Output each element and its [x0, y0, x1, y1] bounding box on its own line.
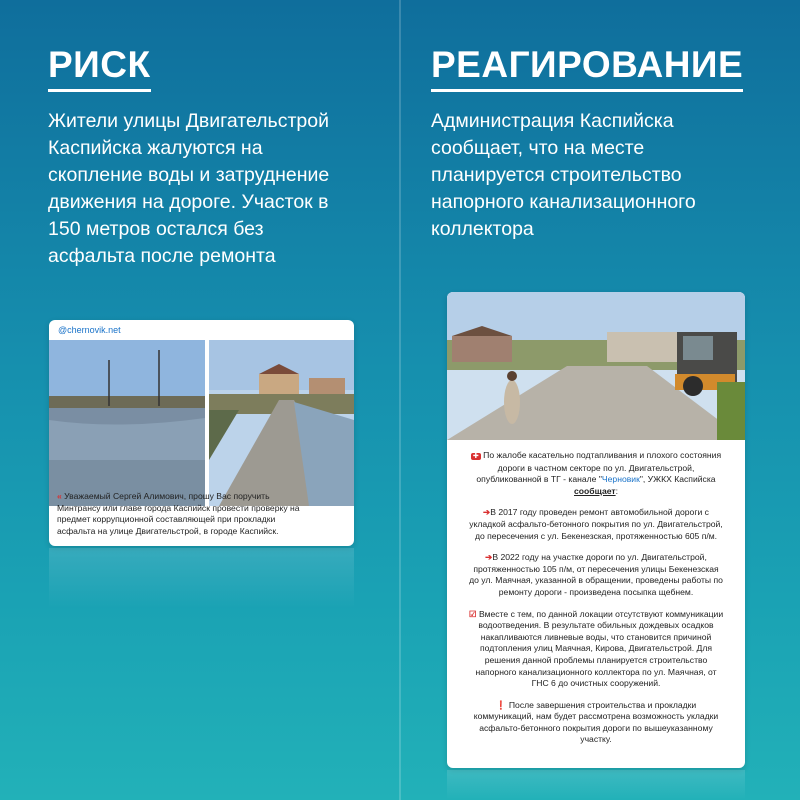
administration-post-text: ✚ По жалобе касательно подтапливания и плохого состояния дороги в частном секторе по ул. Двигательстрой, опубликованной в ТГ - канале "Черновик", УЖКХ Каспийска сообщает: ➔В 2017 году проведен ремонт автомобильной дороги с укладкой асфальто-бетонного покрытия по ул. Двигательстрой, до пересечения с ул. Бекенезская, протяженностью 605 п/м. ➔В 2022 году на участке дороги по ул. Двигательстрой, протяженностью 105 п/м, от пересечения улицы Бекенезская до ул. Маячная, указанной в обращении, проведены работы по ремонту дороги - произведена посыпка щебнем. ☑ Вместе с тем, по данной локации отсутствуют коммуникации водоотведения. В результате обильных дождевых осадков накапливаются ливневые воды, что становится причиной подтопления улиц Маячная, Кирова, Двигательстрой. Для решения данной проблемы планируется строительство напорного канализационного коллектора по ул. Маячная, от ГНС 6 до очистных сооружений. ❗ После завершения строительства и прокладки коммуникаций, нам будет рассмотрена возможность укладки асфальто-бетонного покрытия дороги по вышеуказанному участку. — [468, 450, 724, 745]
post-caption: « Уважаемый Сергей Алимович, прошу Вас поручить Минтрансу или главе города Каспийск провести проверку на предмет коррупционной составляющей при прокладки асфальта на улице Двигательстрой, в городе Каспийск. — [57, 491, 300, 536]
alert-icon: ✚ — [472, 453, 479, 460]
check-icon: ☑ — [468, 608, 477, 619]
arrow-right-icon: ➔ — [485, 552, 493, 563]
chernovik-post-card — [49, 320, 354, 546]
gravel-road-photo — [209, 340, 354, 506]
administration-post-card — [447, 292, 745, 768]
road-works-photo — [447, 292, 745, 440]
post-reflection — [447, 770, 745, 800]
post-source: @chernovik.net — [58, 325, 121, 335]
risk-paragraph: Жители улицы Двигательстрой Каспийска жалуются на скопление воды и затруднение движения на дороге. Участок в 150 метров остался без асфальта после ремонта — [48, 110, 330, 267]
response-paragraph: Администрация Каспийска сообщает, что на месте планируется строительство напорного канализационного коллектора — [431, 110, 696, 240]
arrow-right-icon: ➔ — [483, 507, 491, 518]
flooded-street-photo — [49, 340, 205, 506]
risk-heading: РИСК — [48, 44, 151, 86]
card-reflection — [49, 548, 354, 608]
column-divider — [399, 0, 401, 800]
exclamation-icon: ❗ — [495, 699, 507, 710]
response-heading: РЕАГИРОВАНИЕ — [431, 44, 743, 86]
